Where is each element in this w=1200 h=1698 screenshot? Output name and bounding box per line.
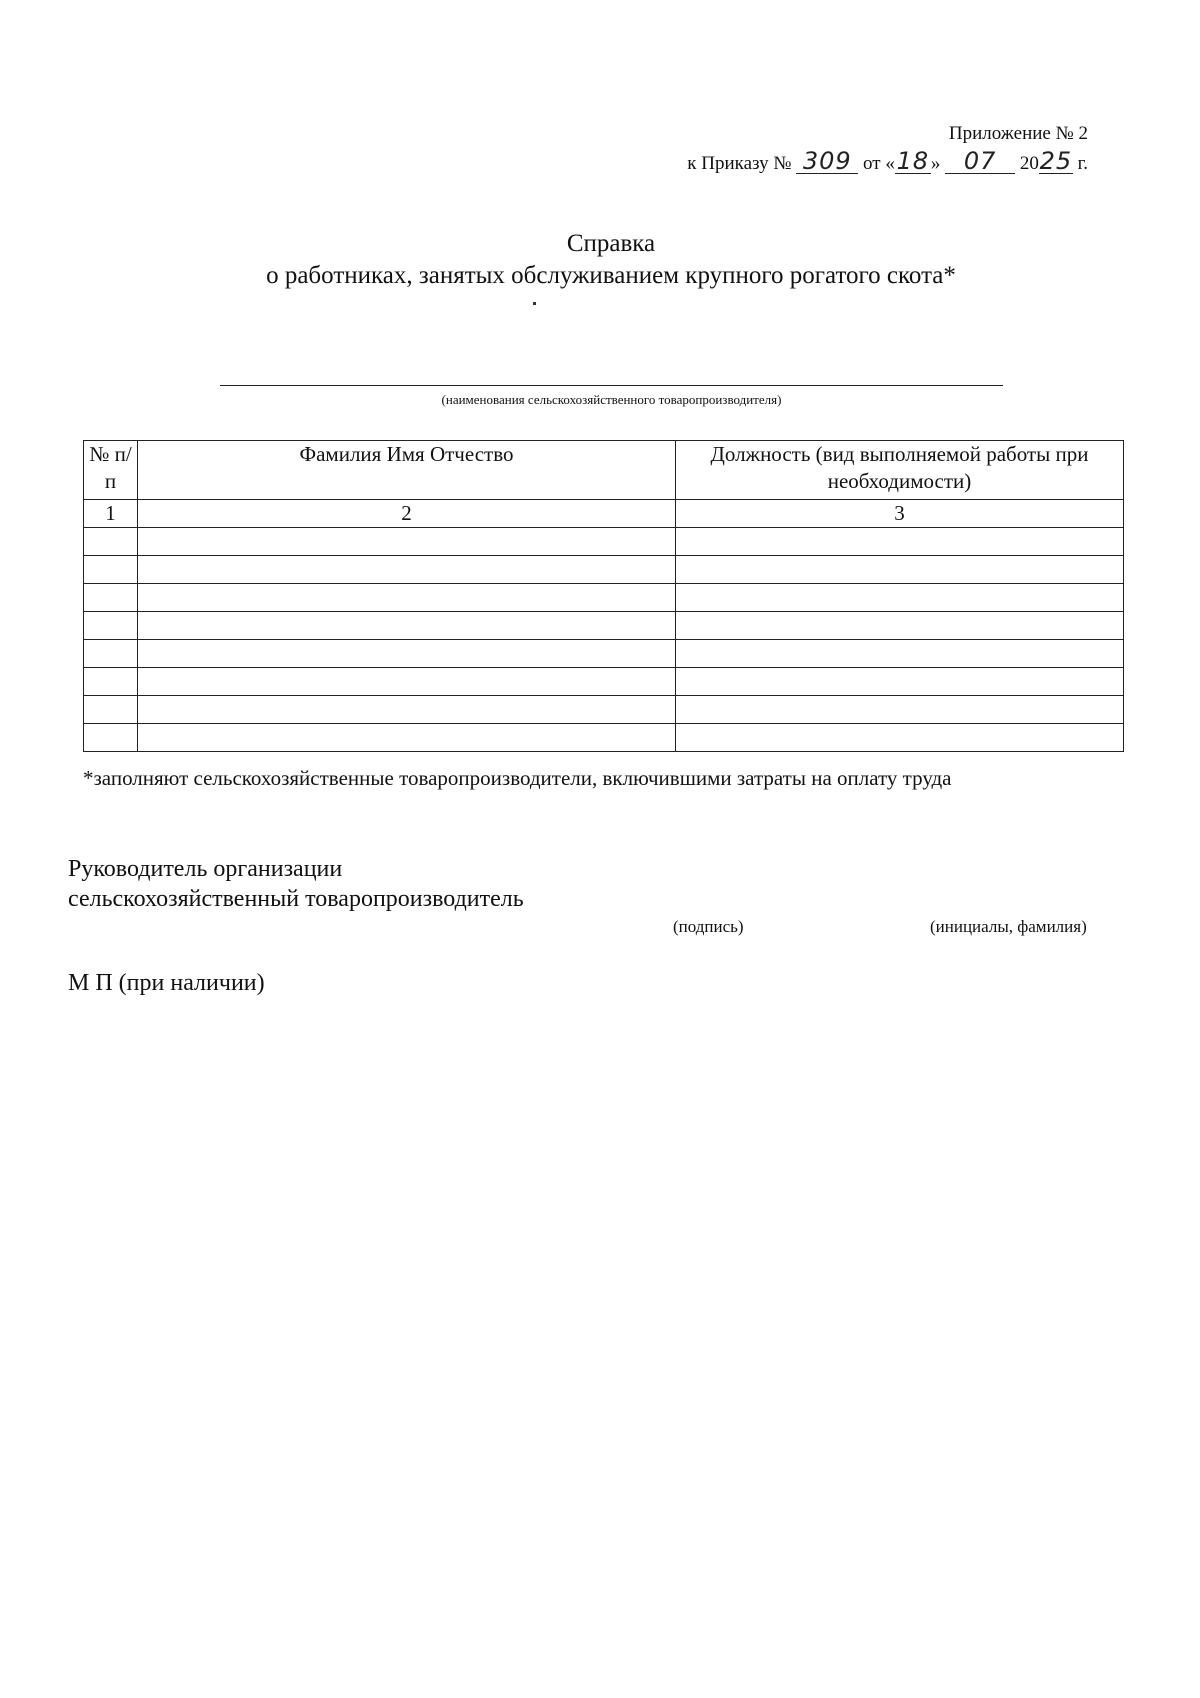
cell-full-name[interactable] bbox=[138, 696, 676, 724]
cell-full-name[interactable] bbox=[138, 556, 676, 584]
footnote: *заполняют сельскохозяйственные товаропроизводители, включившими затраты на оплату труда bbox=[83, 766, 952, 790]
cell-full-name[interactable] bbox=[138, 668, 676, 696]
order-month: 07 bbox=[945, 149, 1015, 174]
header-number: № п/п bbox=[84, 441, 138, 500]
order-day: 18 bbox=[896, 147, 930, 175]
document-title: Справка bbox=[566, 230, 656, 257]
cell-full-name[interactable] bbox=[138, 584, 676, 612]
head-title-line1: Руководитель организации bbox=[68, 856, 343, 882]
order-year-suffix: 25 bbox=[1039, 147, 1073, 175]
table-row bbox=[84, 584, 1124, 612]
order-reference bbox=[687, 149, 1088, 174]
head-title-line2: сельскохозяйственный товаропроизводитель bbox=[68, 886, 524, 912]
cell-number[interactable] bbox=[84, 668, 138, 696]
column-numbers-row bbox=[84, 500, 1124, 528]
producer-caption: (наименования сельскохозяйственного товаропроизводителя) bbox=[441, 392, 782, 407]
table-row bbox=[84, 696, 1124, 724]
table-row bbox=[84, 640, 1124, 668]
producer-name-line bbox=[220, 385, 1003, 386]
order-day-close: » bbox=[930, 153, 941, 174]
cell-number[interactable] bbox=[84, 612, 138, 640]
order-year-unit: г. bbox=[1077, 153, 1088, 174]
cell-full-name[interactable] bbox=[138, 640, 676, 668]
cell-number[interactable] bbox=[84, 584, 138, 612]
table-row bbox=[84, 724, 1124, 752]
cell-position[interactable] bbox=[676, 668, 1124, 696]
table-row bbox=[84, 528, 1124, 556]
cell-full-name[interactable] bbox=[138, 724, 676, 752]
cell-position[interactable] bbox=[676, 724, 1124, 752]
workers-table bbox=[83, 440, 1124, 752]
cell-position[interactable] bbox=[676, 612, 1124, 640]
header-full-name: Фамилия Имя Отчество bbox=[138, 441, 676, 500]
cell-full-name[interactable] bbox=[138, 612, 676, 640]
order-from: от « bbox=[863, 153, 895, 174]
cell-number[interactable] bbox=[84, 528, 138, 556]
order-prefix: к Приказу № bbox=[687, 153, 792, 174]
cell-number[interactable] bbox=[84, 556, 138, 584]
column-number-2: 2 bbox=[138, 500, 676, 528]
cell-position[interactable] bbox=[676, 640, 1124, 668]
order-year-prefix: 20 bbox=[1019, 153, 1039, 174]
cell-number[interactable] bbox=[84, 724, 138, 752]
column-number-1: 1 bbox=[84, 500, 138, 528]
header-position: Должность (вид выполняемой работы при необходимости) bbox=[676, 441, 1124, 500]
cell-number[interactable] bbox=[84, 696, 138, 724]
stamp-place: М П (при наличии) bbox=[68, 970, 265, 996]
cell-position[interactable] bbox=[676, 528, 1124, 556]
table-header-row bbox=[84, 441, 1124, 500]
cell-position[interactable] bbox=[676, 584, 1124, 612]
table-row bbox=[84, 668, 1124, 696]
order-number: 309 bbox=[796, 149, 858, 174]
table-row bbox=[84, 612, 1124, 640]
cell-number[interactable] bbox=[84, 640, 138, 668]
appendix-label: Приложение № 2 bbox=[948, 123, 1088, 144]
signature-caption: (подпись) bbox=[673, 917, 744, 936]
column-number-3: 3 bbox=[676, 500, 1124, 528]
cell-position[interactable] bbox=[676, 556, 1124, 584]
name-caption: (инициалы, фамилия) bbox=[930, 917, 1087, 936]
stray-dot bbox=[533, 302, 536, 305]
cell-position[interactable] bbox=[676, 696, 1124, 724]
document-subtitle: о работниках, занятых обслуживанием крупного рогатого скота* bbox=[266, 262, 956, 289]
cell-full-name[interactable] bbox=[138, 528, 676, 556]
table-row bbox=[84, 556, 1124, 584]
